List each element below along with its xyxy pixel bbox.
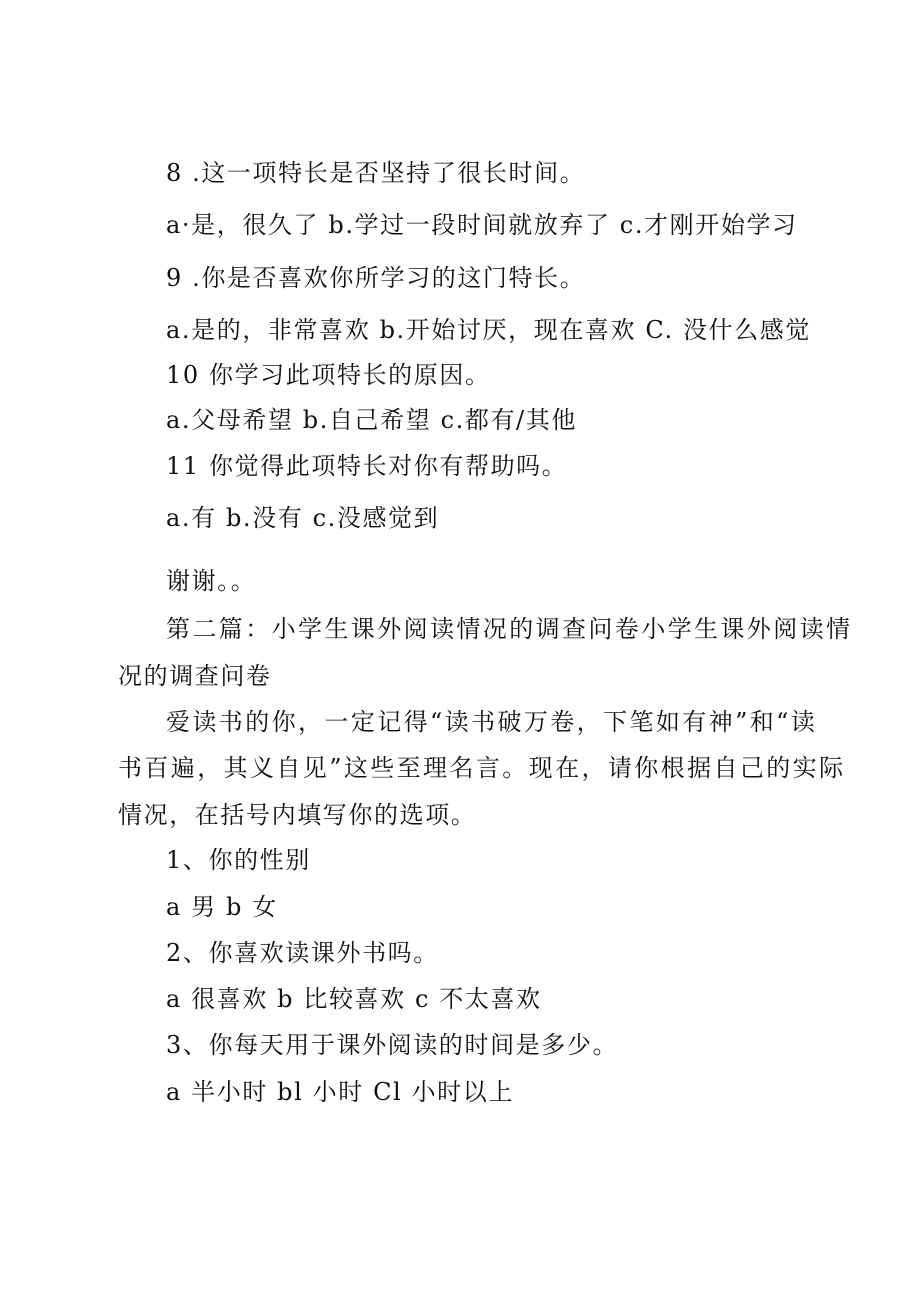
thanks-text: 谢谢。。 [166,567,257,595]
answer-1-options: a 男 b 女 [166,893,278,921]
answer-3-options: a 半小时 bl 小时 Cl 小时以上 [166,1078,514,1106]
question-2: 2、你喜欢读课外书吗。 [166,939,439,967]
intro-line1: 爱读书的你，一定记得“读书破万卷，下笔如有神”和“读 [166,708,818,736]
question-1: 1、你的性别 [166,846,311,874]
question-8: 8 .这一项特长是否坚持了很长时间。 [166,159,586,187]
answer-10-options: a.父母希望 b.自己希望 c.都有/其他 [166,406,577,434]
part2-title-line1: 第二篇：小学生课外阅读情况的调查问卷小学生课外阅读情 [166,615,853,643]
answer-11-options: a.有 b.没有 c.没感觉到 [166,504,440,532]
answer-9-options: a.是的，非常喜欢 b.开始讨厌，现在喜欢 C. 没什么感觉 [166,316,811,344]
intro-line2: 书百遍，其义自见”这些至理名言。现在，请你根据自己的实际 [118,754,846,782]
question-10: 10 你学习此项特长的原因。 [166,361,491,389]
question-11: 11 你觉得此项特长对你有帮助吗。 [166,452,568,480]
intro-line3: 情况，在括号内填写你的选项。 [118,801,477,829]
question-9: 9 .你是否喜欢你所学习的这门特长。 [166,264,586,292]
part2-title-line2: 况的调查问卷 [118,662,272,690]
answer-2-options: a 很喜欢 b 比较喜欢 c 不太喜欢 [166,985,542,1013]
question-3: 3、你每天用于课外阅读的时间是多少。 [166,1031,619,1059]
answer-8-options: a·是，很久了 b.学过一段时间就放弃了 c.才刚开始学习 [166,211,798,239]
